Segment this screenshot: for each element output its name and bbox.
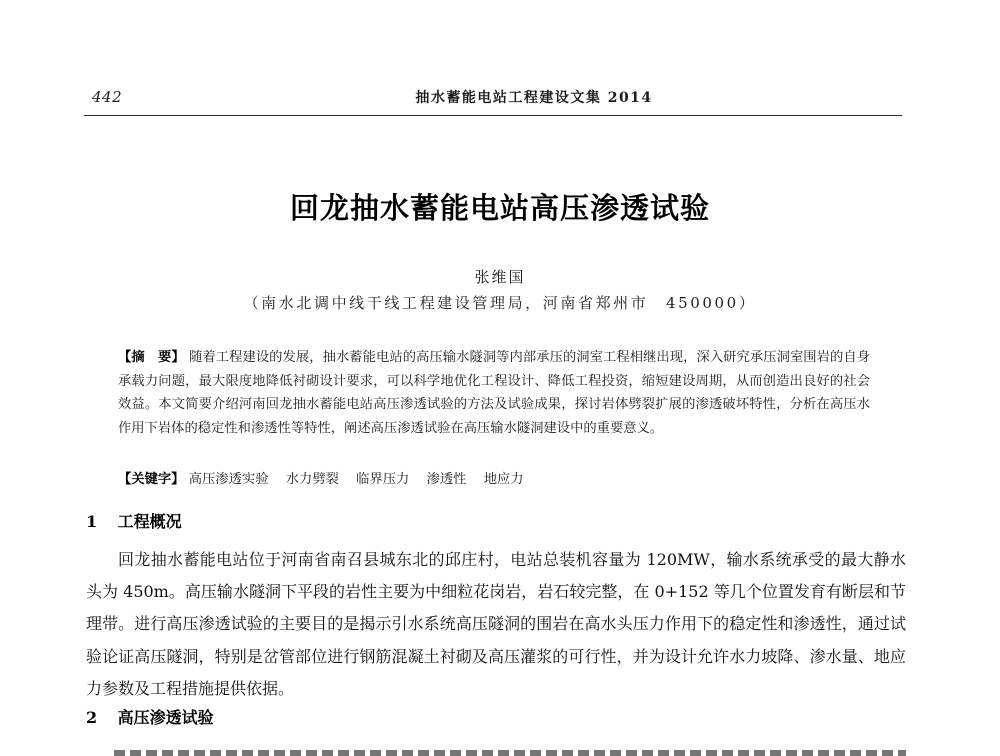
section-heading xyxy=(86,705,214,728)
journal-title: 抽水蓄能电站工程建设文集 2014 xyxy=(415,90,653,106)
keyword-item: 临界压力 xyxy=(356,472,410,487)
keyword-item: 水力劈裂 xyxy=(285,472,339,487)
section-title: 工程概况 xyxy=(117,512,182,531)
section-title: 高压渗透试验 xyxy=(117,708,214,727)
body-paragraph: 回龙抽水蓄能电站位于河南省南召县城东北的邱庄村，电站总装机容量为 120MW，输水系统承受的最大静水头为 450m。高压输水隧洞下平段的岩性主要为中细粒花岗岩，岩石较完整，在 0+152 等几个位置发育有断层和节理带。进行高压渗透试验的主要目的是揭示引水系统高压隧洞的围岩在高水头压力作用下的稳定性和渗透性，通过试验论证高压隧洞，特别是岔管部位进行钢筋混凝土衬砌及高压灌浆的可行性，并为设计允许水力坡降、渗水量、地应力参数及工程措施提供依据。 xyxy=(86,550,906,698)
keyword-item: 渗透性 xyxy=(426,472,467,487)
section-number: 2 xyxy=(86,708,98,727)
header-rule xyxy=(84,115,902,116)
keyword-item: 地应力 xyxy=(483,472,524,487)
keywords xyxy=(118,468,870,491)
truncated-text-glyphs xyxy=(114,750,906,756)
abstract-label: 【摘 要】 xyxy=(118,350,185,365)
keywords-label: 【关键字】 xyxy=(118,472,185,487)
page-number: 442 xyxy=(92,88,123,106)
article-title: 回龙抽水蓄能电站高压渗透试验 xyxy=(289,191,710,225)
truncated-text-line xyxy=(86,744,906,756)
section-number: 1 xyxy=(86,512,98,531)
author-name: 张维国 xyxy=(474,268,526,286)
author-affiliation: （南水北调中线干线工程建设管理局，河南省郑州市 450000） xyxy=(243,294,757,312)
running-header xyxy=(84,86,904,114)
section-heading xyxy=(86,509,182,532)
abstract-text: 随着工程建设的发展，抽水蓄能电站的高压输水隧洞等内部承压的洞室工程相继出现，深入研究承压洞室围岩的自身承载力问题，最大限度地降低衬砌设计要求，可以科学地优化工程设计、降低工程投资，缩短建设周期，从而创造出良好的社会效益。本文简要介绍河南回龙抽水蓄能电站高压渗透试验的方法及试验成果，探讨岩体劈裂扩展的渗透破坏特性，分析在高压水作用下岩体的稳定性和渗透性等特性，阐述高压渗透试验在高压输水隧洞建设中的重要意义。 xyxy=(118,350,871,436)
keyword-item: 高压渗透实验 xyxy=(188,472,269,487)
abstract xyxy=(118,346,870,440)
